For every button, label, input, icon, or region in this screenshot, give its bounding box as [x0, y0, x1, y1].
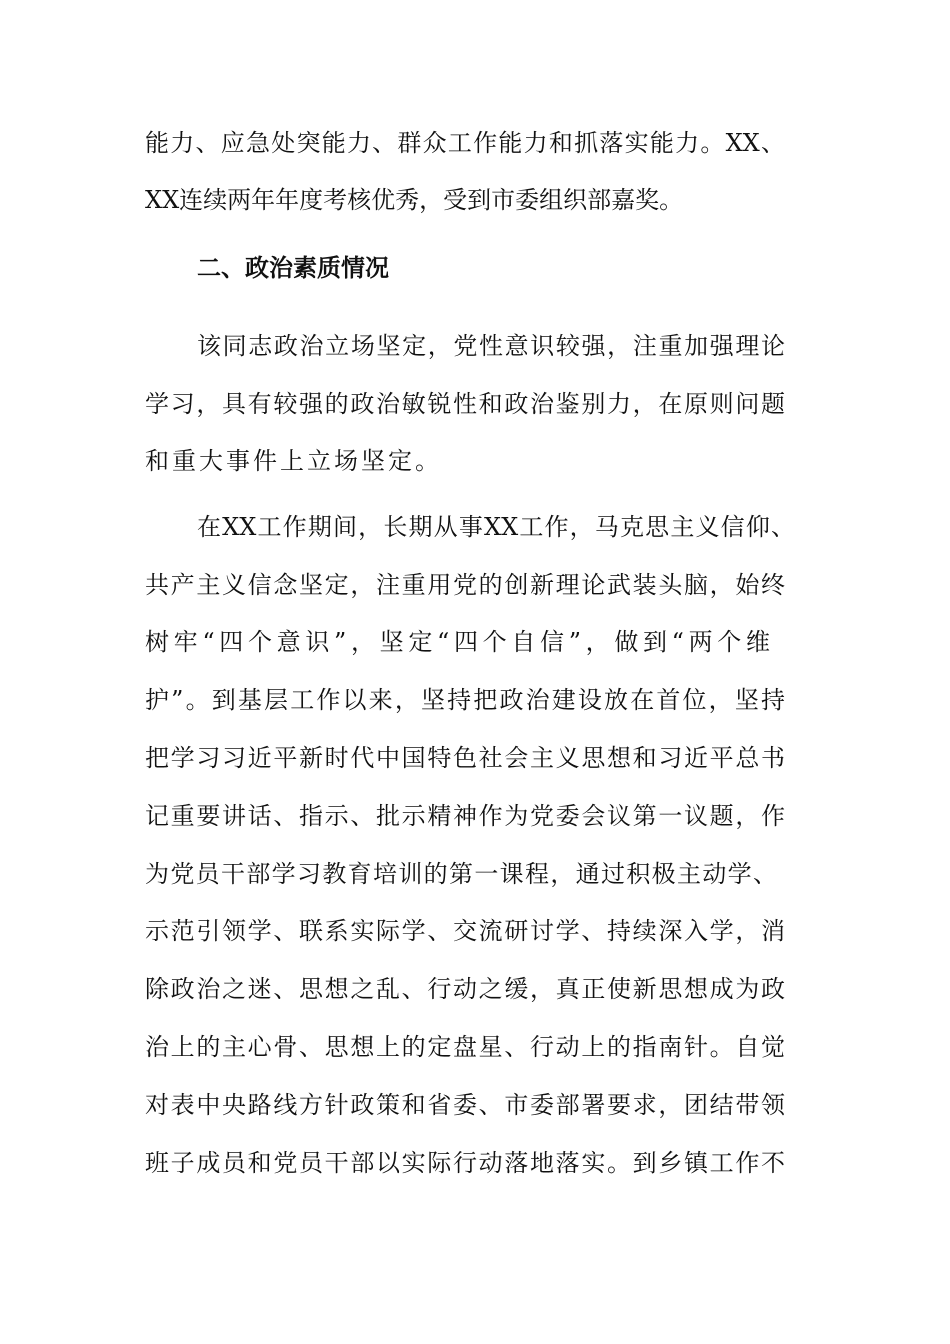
text-line: 能力、应急处突能力、群众工作能力和抓落实能力。XX、	[145, 129, 785, 157]
section-heading: 二、政治素质情况	[197, 254, 389, 282]
text-line: 除政治之迷、思想之乱、行动之缓，真正使新思想成为政	[145, 975, 785, 1003]
text-line: 该同志政治立场坚定，党性意识较强，注重加强理论	[197, 332, 785, 360]
text-line: 治上的主心骨、思想上的定盘星、行动上的指南针。自觉	[145, 1033, 785, 1061]
text-line: 班子成员和党员干部以实际行动落地落实。到乡镇工作不	[145, 1149, 785, 1177]
text-line: 护”。到基层工作以来，坚持把政治建设放在首位，坚持	[145, 686, 785, 714]
text-line: 在XX工作期间，长期从事XX工作，马克思主义信仰、	[197, 513, 795, 541]
text-line: 把学习习近平新时代中国特色社会主义思想和习近平总书	[145, 744, 785, 772]
text-line: 对表中央路线方针政策和省委、市委部署要求，团结带领	[145, 1091, 785, 1119]
text-line: 为党员干部学习教育培训的第一课程，通过积极主动学、	[145, 860, 777, 888]
text-line: 示范引领学、联系实际学、交流研讨学、持续深入学，消	[145, 917, 785, 945]
text-line: 和重大事件上立场坚定。	[145, 447, 442, 475]
text-line: 记重要讲话、指示、批示精神作为党委会议第一议题，作	[145, 802, 785, 830]
text-line: XX连续两年年度考核优秀，受到市委组织部嘉奖。	[145, 186, 684, 214]
text-line: 共产主义信念坚定，注重用党的创新理论武装头脑，始终	[145, 571, 785, 599]
text-line: 学习，具有较强的政治敏锐性和政治鉴别力，在原则问题	[145, 390, 785, 418]
text-line: 树牢“四个意识”，坚定“四个自信”，做到“两个维	[145, 628, 770, 656]
